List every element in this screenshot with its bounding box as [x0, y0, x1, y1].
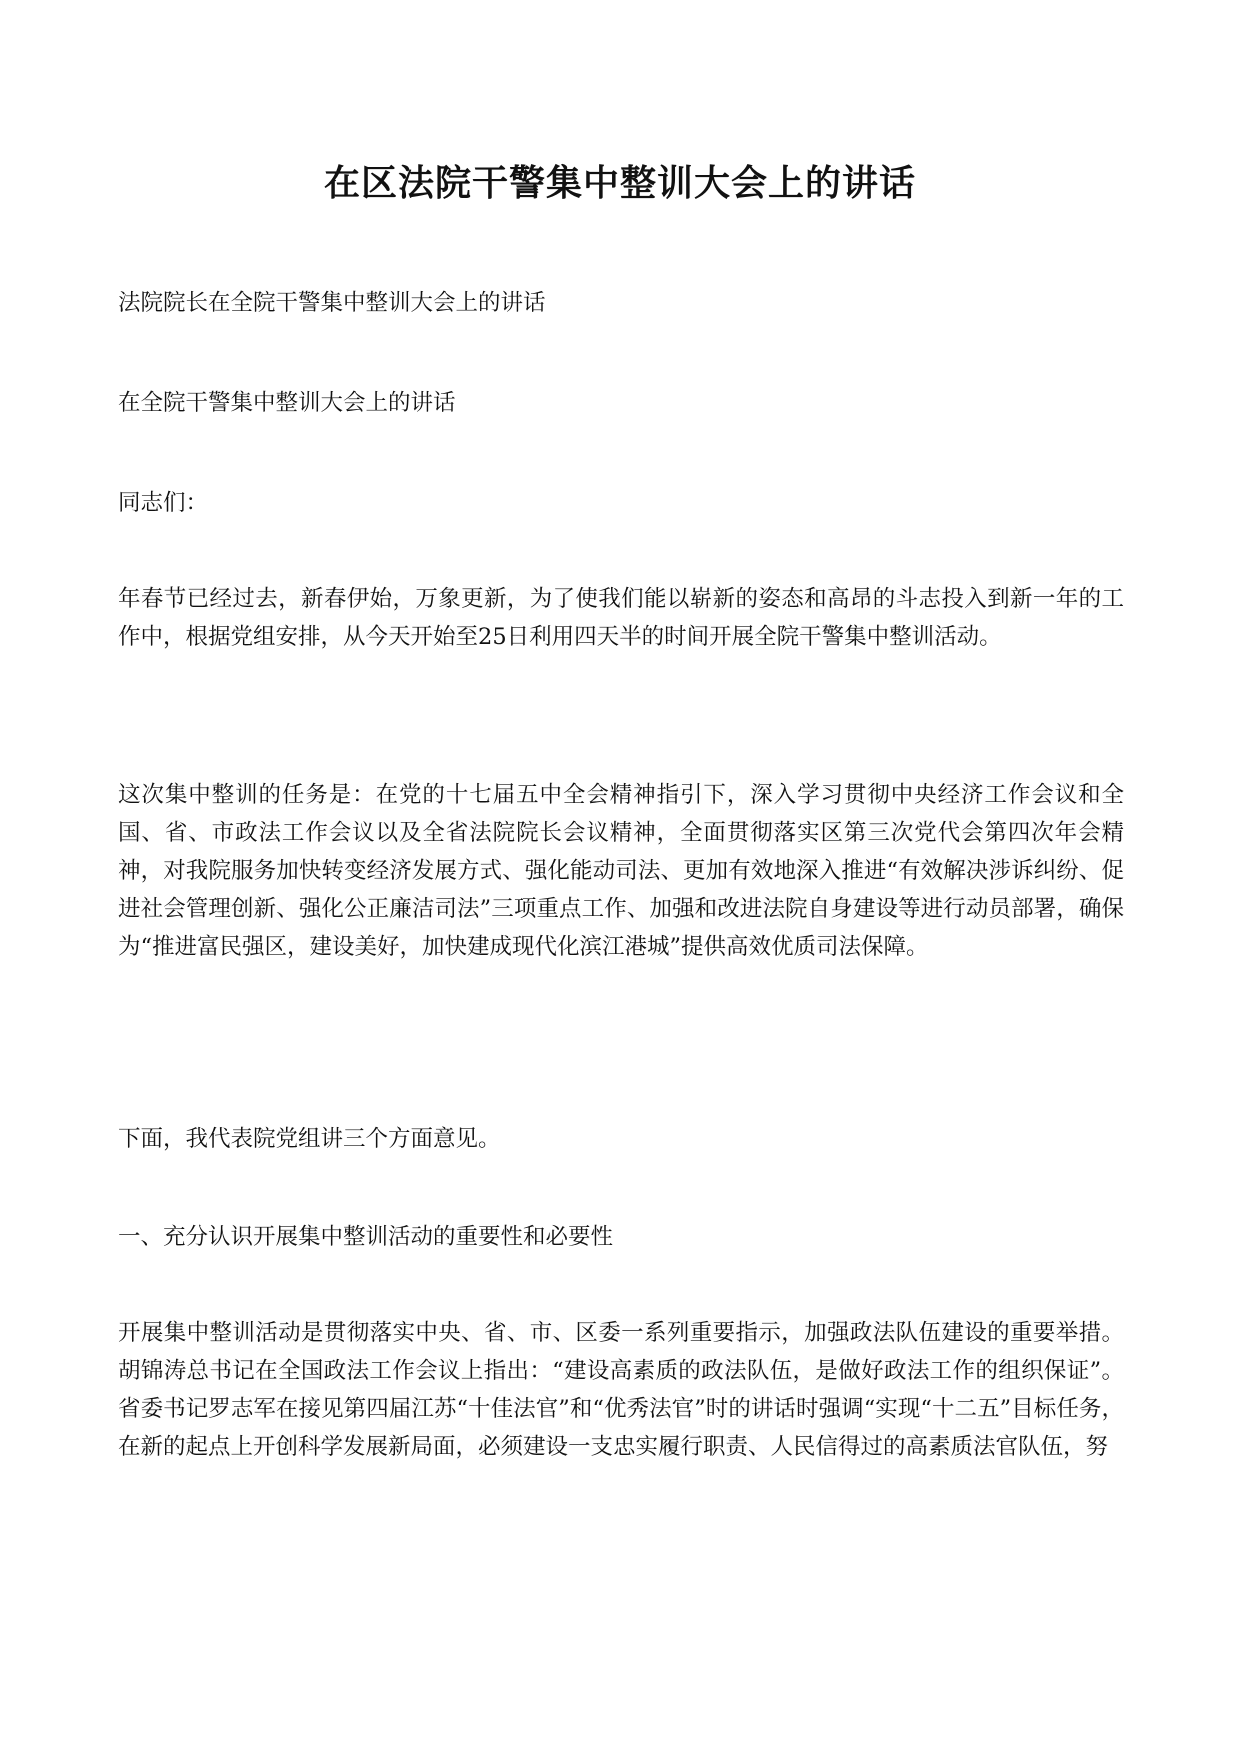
page-title: 在区法院干警集中整训大会上的讲话: [323, 163, 916, 204]
section-heading-1: 一、充分认识开展集中整训活动的重要性和必要性: [118, 1224, 614, 1250]
paragraph-section-1-body: 开展集中整训活动是贯彻落实中央、省、市、区委一系列重要指示，加强政法队伍建设的重要举措。胡锦涛总书记在全国政法工作会议上指出：“建设高素质的政法队伍，是做好政法工作的组织保证”。省委书记罗志军在接见第四届江苏“十佳法官”和“优秀法官”时的讲话时强调“实现“十二五”目标任务，在新的起点上开创科学发展新局面，必须建设一支忠实履行职责、人民信得过的高素质法官队伍，努: [118, 1320, 1124, 1460]
paragraph-transition: 下面，我代表院党组讲三个方面意见。: [118, 1126, 501, 1152]
document-subtitle: 法院院长在全院干警集中整训大会上的讲话: [118, 290, 546, 316]
paragraph-task: 这次集中整训的任务是：在党的十七届五中全会精神指引下，深入学习贯彻中央经济工作会议和全国、省、市政法工作会议以及全省法院院长会议精神，全面贯彻落实区第三次党代会第四次年会精神，对我院服务加快转变经济发展方式、强化能动司法、更加有效地深入推进“有效解决涉诉纠纷、促进社会管理创新、强化公正廉洁司法”三项重点工作、加强和改进法院自身建设等进行动员部署，确保为“推进富民强区，建设美好，加快建成现代化滨江港城”提供高效优质司法保障。: [118, 782, 1124, 960]
paragraph-intro: 年春节已经过去，新春伊始，万象更新，为了使我们能以崭新的姿态和高昂的斗志投入到新一年的工作中，根据党组安排，从今天开始至25日利用四天半的时间开展全院干警集中整训活动。: [118, 586, 1124, 650]
greeting: 同志们：: [118, 490, 209, 516]
speech-heading: 在全院干警集中整训大会上的讲话: [118, 390, 456, 416]
